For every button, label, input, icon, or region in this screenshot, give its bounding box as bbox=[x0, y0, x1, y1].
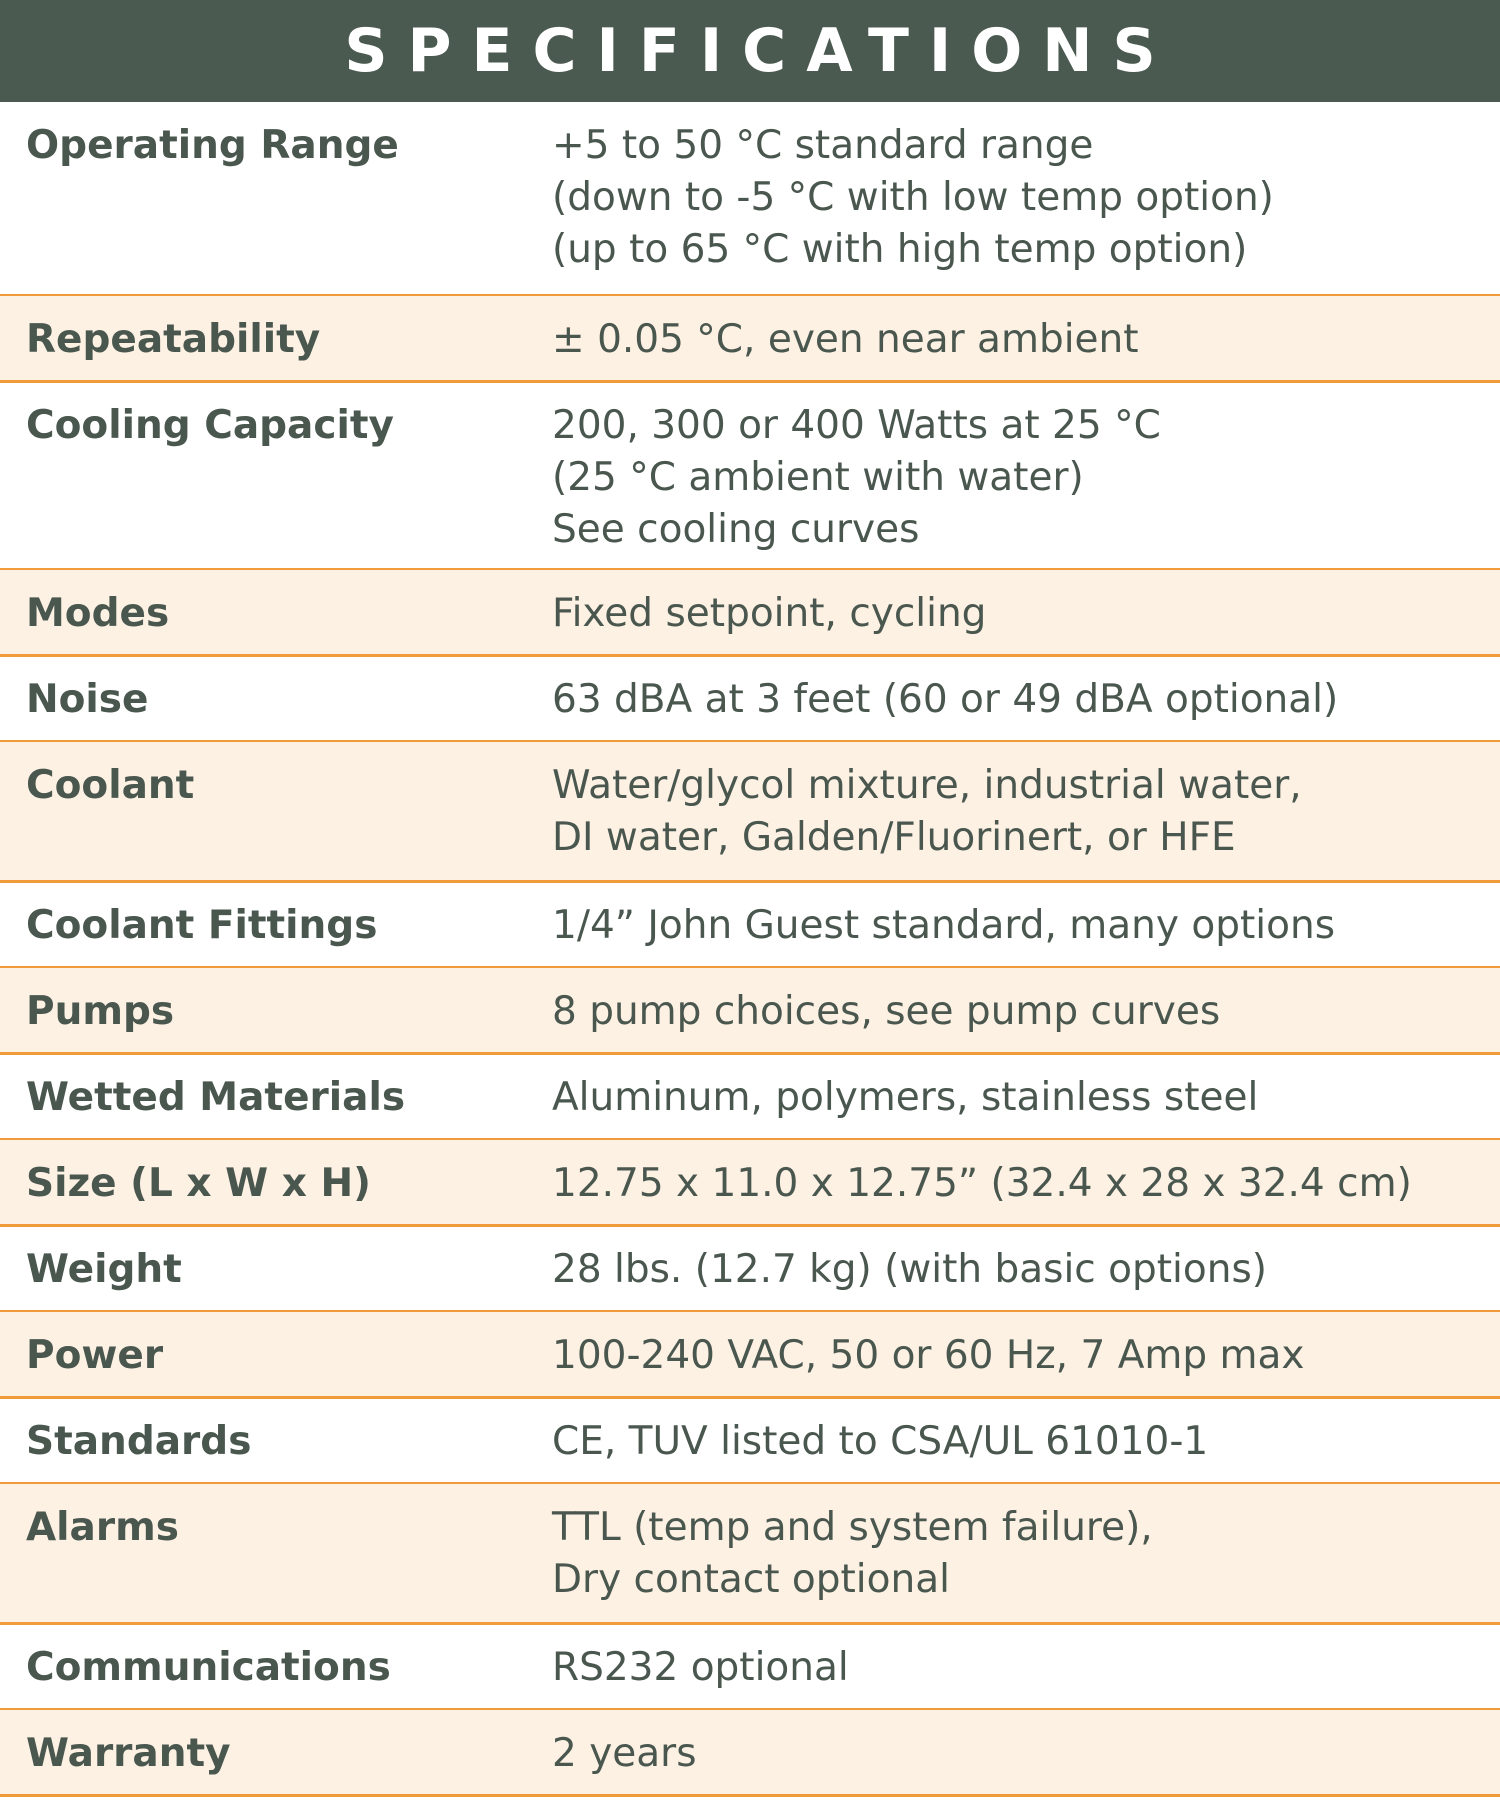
spec-row bbox=[0, 1140, 1500, 1226]
spec-label: Repeatability bbox=[26, 317, 321, 362]
spec-row bbox=[0, 1484, 1500, 1624]
spec-label: Size (L x W x H) bbox=[26, 1161, 371, 1206]
spec-value bbox=[552, 1642, 849, 1694]
spec-label: Pumps bbox=[26, 989, 175, 1034]
specifications-header bbox=[0, 0, 1500, 102]
spec-value-line: 200, 300 or 400 Watts at 25 °C bbox=[552, 403, 1161, 448]
spec-row bbox=[0, 1624, 1500, 1710]
row-divider bbox=[0, 1794, 1500, 1797]
spec-value-line: 63 dBA at 3 feet (60 or 49 dBA optional) bbox=[552, 677, 1339, 722]
spec-row bbox=[0, 1398, 1500, 1484]
spec-value-line: Aluminum, polymers, stainless steel bbox=[552, 1075, 1259, 1120]
spec-value-line: Fixed setpoint, cycling bbox=[552, 591, 987, 636]
spec-value bbox=[552, 674, 1338, 726]
spec-label: Communications bbox=[26, 1645, 391, 1690]
spec-row bbox=[0, 382, 1500, 570]
spec-value bbox=[552, 400, 1161, 556]
spec-value-line: 100-240 VAC, 50 or 60 Hz, 7 Amp max bbox=[552, 1333, 1305, 1378]
spec-value-line: 28 lbs. (12.7 kg) (with basic options) bbox=[552, 1247, 1267, 1292]
spec-value bbox=[552, 1158, 1412, 1210]
spec-label: Weight bbox=[26, 1247, 182, 1292]
spec-label: Power bbox=[26, 1333, 164, 1378]
spec-value bbox=[552, 588, 986, 640]
spec-label: Standards bbox=[26, 1419, 252, 1464]
spec-value bbox=[552, 986, 1220, 1038]
spec-label: Warranty bbox=[26, 1731, 231, 1776]
spec-row bbox=[0, 102, 1500, 296]
spec-row bbox=[0, 656, 1500, 742]
spec-value-line: +5 to 50 °C standard range bbox=[552, 123, 1094, 168]
spec-label: Operating Range bbox=[26, 123, 399, 168]
spec-label: Wetted Materials bbox=[26, 1075, 406, 1120]
spec-value-line: 12.75 x 11.0 x 12.75” (32.4 x 28 x 32.4 cm) bbox=[552, 1161, 1412, 1206]
spec-value-line: TTL (temp and system failure), bbox=[552, 1505, 1153, 1550]
spec-value-line: 8 pump choices, see pump curves bbox=[552, 989, 1221, 1034]
spec-value-line: Water/glycol mixture, industrial water, bbox=[552, 763, 1302, 808]
spec-value bbox=[552, 1728, 697, 1780]
spec-value bbox=[552, 1072, 1258, 1124]
spec-label: Cooling Capacity bbox=[26, 403, 394, 448]
spec-value bbox=[552, 1330, 1304, 1382]
spec-label: Coolant bbox=[26, 763, 195, 808]
spec-value bbox=[552, 120, 1274, 276]
spec-value-line: DI water, Galden/Fluorinert, or HFE bbox=[552, 815, 1236, 860]
spec-value bbox=[552, 760, 1302, 864]
spec-value bbox=[552, 1244, 1267, 1296]
spec-row bbox=[0, 1054, 1500, 1140]
spec-value-line: (25 °C ambient with water) bbox=[552, 455, 1084, 500]
spec-row bbox=[0, 882, 1500, 968]
spec-row bbox=[0, 742, 1500, 882]
spec-value-line: (down to -5 °C with low temp option) bbox=[552, 175, 1274, 220]
spec-value-line: 2 years bbox=[552, 1731, 697, 1776]
spec-value-line: ± 0.05 °C, even near ambient bbox=[552, 317, 1139, 362]
spec-value-line: See cooling curves bbox=[552, 507, 920, 552]
spec-label: Coolant Fittings bbox=[26, 903, 378, 948]
spec-value-line: CE, TUV listed to CSA/UL 61010-1 bbox=[552, 1419, 1209, 1464]
spec-label: Modes bbox=[26, 591, 170, 636]
spec-value-line: Dry contact optional bbox=[552, 1557, 950, 1602]
spec-value bbox=[552, 314, 1139, 366]
spec-row bbox=[0, 968, 1500, 1054]
spec-row bbox=[0, 1226, 1500, 1312]
spec-value-line: 1/4” John Guest standard, many options bbox=[552, 903, 1336, 948]
spec-row bbox=[0, 570, 1500, 656]
spec-row bbox=[0, 1710, 1500, 1796]
spec-value bbox=[552, 1416, 1208, 1468]
spec-row bbox=[0, 1312, 1500, 1398]
spec-label: Noise bbox=[26, 677, 149, 722]
spec-value-line: (up to 65 °C with high temp option) bbox=[552, 227, 1248, 272]
page-title: SPECIFICATIONS bbox=[344, 16, 1176, 86]
spec-label: Alarms bbox=[26, 1505, 179, 1550]
spec-value bbox=[552, 900, 1335, 952]
spec-row bbox=[0, 296, 1500, 382]
spec-value-line: RS232 optional bbox=[552, 1645, 849, 1690]
spec-value bbox=[552, 1502, 1153, 1606]
